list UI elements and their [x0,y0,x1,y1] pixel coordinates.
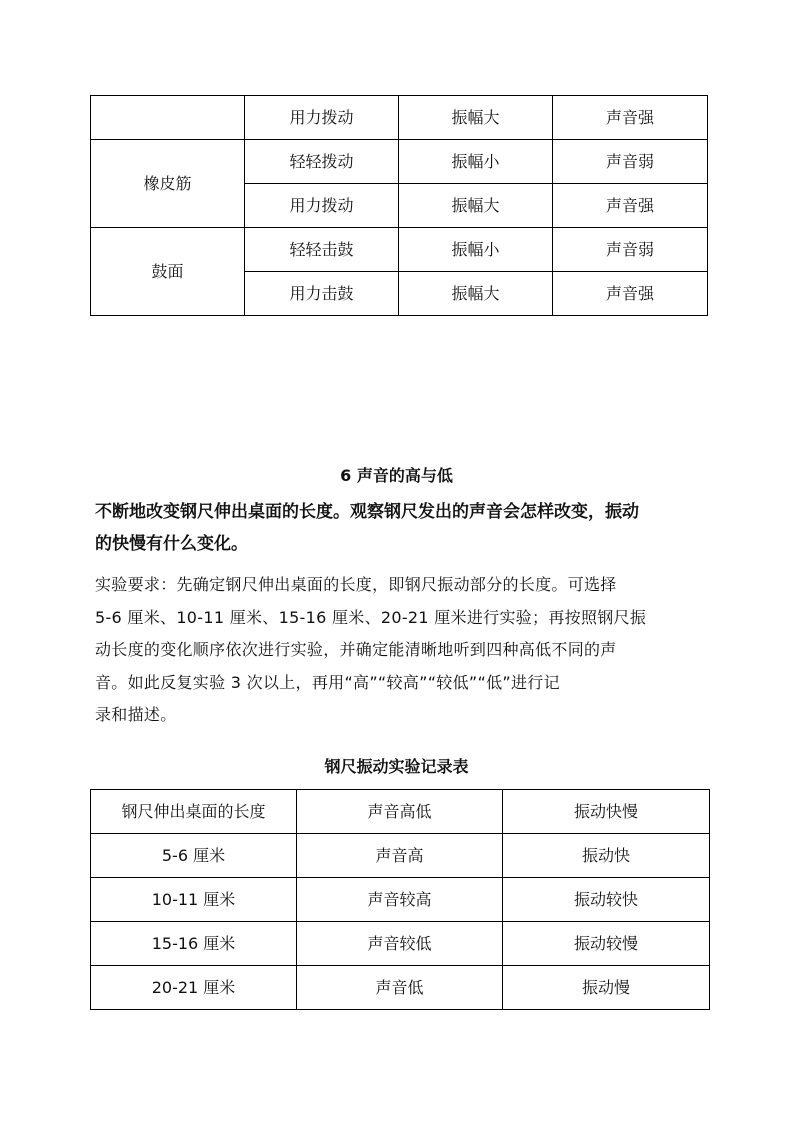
table-header-row [91,790,710,834]
table-cell-material: 橡皮筋 [91,140,245,228]
question-paragraph [95,496,705,560]
table-cell: 声音高 [297,834,503,878]
table-cell: 5-6 厘米 [91,834,297,878]
requirement-line: 动长度的变化顺序依次进行实验，并确定能清晰地听到四种高低不同的声 [95,640,617,659]
question-line: 的快慢有什么变化。 [95,534,248,554]
question-line: 不断地改变钢尺伸出桌面的长度。观察钢尺发出的声音会怎样改变，振动 [95,502,639,522]
table-cell: 振幅大 [399,96,553,140]
table-cell-material: 鼓面 [91,228,245,316]
table-row [91,878,710,922]
requirement-line: 录和描述。 [95,705,177,724]
table-cell: 用力击鼓 [245,272,399,316]
requirement-paragraph [95,569,705,732]
table-cell: 声音强 [553,184,708,228]
table-cell: 声音强 [553,272,708,316]
table-row [91,140,708,184]
table-cell: 声音较高 [297,878,503,922]
sound-strength-table [90,95,708,316]
table-caption: 钢尺振动实验记录表 [324,757,469,776]
table-cell: 轻轻击鼓 [245,228,399,272]
table-header-cell: 钢尺伸出桌面的长度 [91,790,297,834]
table-cell: 15-16 厘米 [91,922,297,966]
table-row [91,834,710,878]
table-cell: 振幅小 [399,228,553,272]
table-cell: 用力拨动 [245,96,399,140]
table-header-cell: 振动快慢 [503,790,710,834]
requirement-line: 实验要求：先确定钢尺伸出桌面的长度，即钢尺振动部分的长度。可选择 [95,575,617,594]
table-cell: 振动较慢 [503,922,710,966]
table-cell: 20-21 厘米 [91,966,297,1010]
table-cell: 声音低 [297,966,503,1010]
table-cell: 振动快 [503,834,710,878]
table-cell [91,96,245,140]
table-row [91,966,710,1010]
table-cell: 声音较低 [297,922,503,966]
table-row [91,96,708,140]
requirement-line: 音。如此反复实验 3 次以上，再用“高”“较高”“较低”“低”进行记 [95,672,560,692]
table-cell: 轻轻拨动 [245,140,399,184]
table-header-cell: 声音高低 [297,790,503,834]
table-cell: 振幅大 [399,272,553,316]
table-row [91,228,708,272]
requirement-line: 5-6 厘米、10-11 厘米、15-16 厘米、20-21 厘米进行实验；再按照钢尺振 [95,607,647,627]
table-cell: 振动慢 [503,966,710,1010]
ruler-vibration-table [90,789,710,1010]
table-cell: 10-11 厘米 [91,878,297,922]
table-row [91,922,710,966]
table-cell: 振幅小 [399,140,553,184]
table-cell: 振动较快 [503,878,710,922]
section-title: 6 声音的高与低 [340,466,453,485]
table-cell: 声音弱 [553,140,708,184]
table-cell: 用力拨动 [245,184,399,228]
table-cell: 声音强 [553,96,708,140]
table-cell: 振幅大 [399,184,553,228]
table-cell: 声音弱 [553,228,708,272]
